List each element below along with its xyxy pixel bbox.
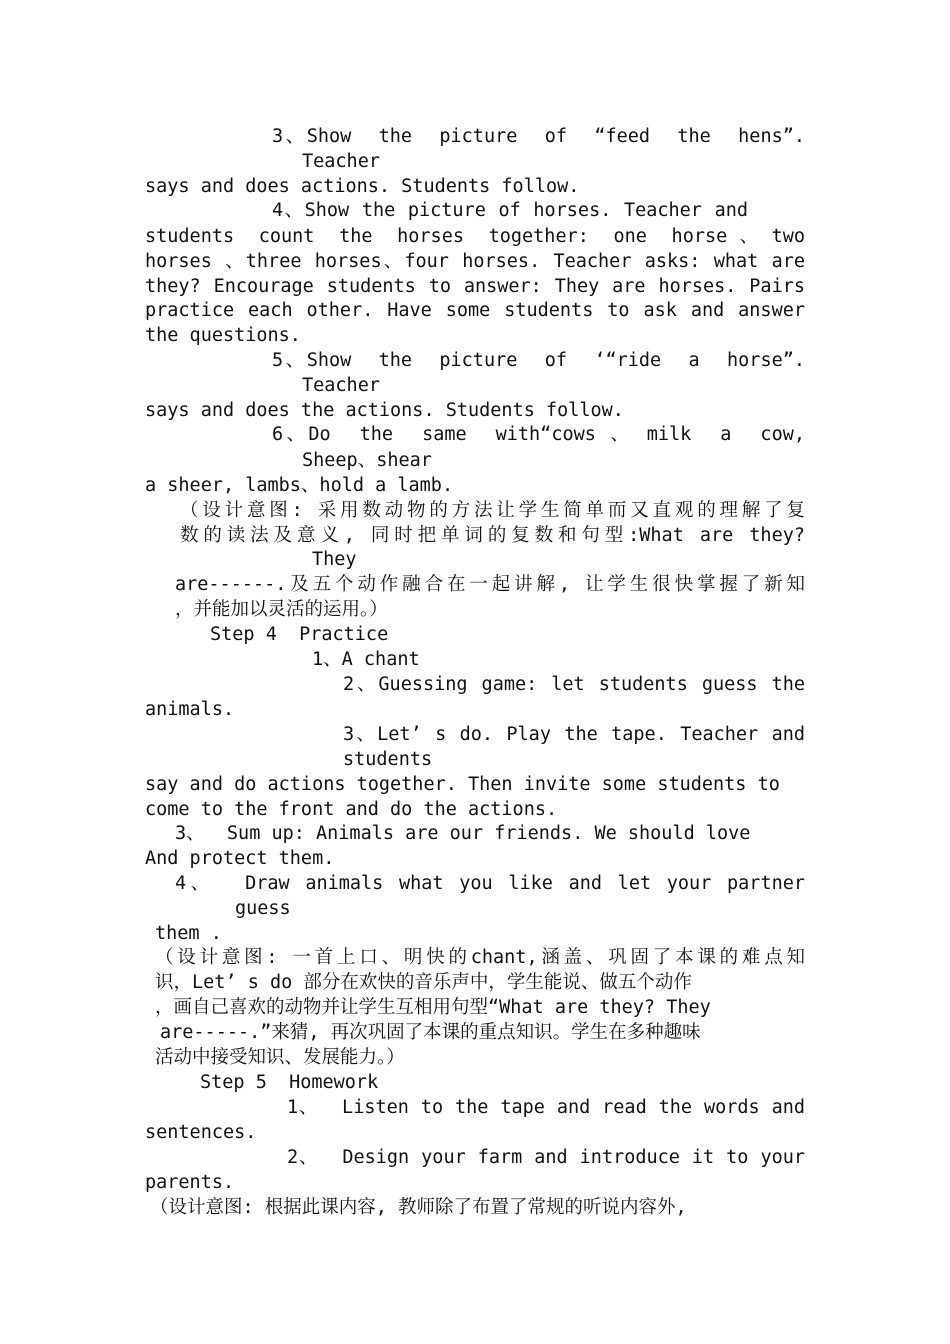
step4-line-5: practice each other. Have some students to ask and answer [145,300,805,321]
step6-line-2: Sheep、shear [302,450,432,471]
practice-item-3-line-3: say and do actions together. Then invite some students to [145,774,780,795]
step4-practice-heading: Step 4 Practice [210,624,389,645]
step6-line-1: 6、Do the same with“cows 、 milk a cow, [272,424,805,445]
design-note-1-line-5: ，并能加以灵活的运用。） [175,599,388,620]
practice-item-3-line-1: 3、Let’ s do. Play the tape. Teacher and [343,724,805,745]
design-note-1-line-4: are------.及五个动作融合在一起讲解, 让学生很快掌握了新知 [175,574,805,595]
draw-line-1: 4、 Draw animals what you like and let your partner [175,873,805,894]
sum-up-line-2: And protect them. [145,848,335,869]
practice-item-3-line-2: students [343,749,433,770]
step3-line-1: 3、Show the picture of “feed the hens”. [272,126,805,147]
practice-item-3-line-4: come to the front and do the actions. [145,799,558,820]
homework-item-2-line-1: 2、 Design your farm and introduce it to your [287,1147,805,1168]
homework-item-1-line-1: 1、 Listen to the tape and read the words and [287,1097,805,1118]
practice-item-1: 1、A chant [312,649,420,670]
design-note-2-line-4: are-----.”来猜, 再次巩固了本课的重点知识。学生在多种趣味 [160,1022,701,1043]
homework-item-1-line-2: sentences. [145,1122,257,1143]
step4-line-6: the questions. [145,325,301,346]
step6-line-3: a sheer, lambs、hold a lamb. [145,475,454,496]
design-note-1-line-2: 数的读法及意义, 同时把单词的复数和句型:What are they? [180,525,805,546]
design-note-1-line-3: They [312,549,357,570]
step5-line-2: Teacher [302,375,380,396]
step3-line-3: says and does actions. Students follow. [145,176,580,197]
design-note-2-line-2: 识，Let’ s do 部分在欢快的音乐声中，学生能说、做五个动作 [155,972,692,993]
step4-line-1: 4、Show the picture of horses. Teacher and [272,200,748,221]
step4-line-4: they? Encourage students to answer: They are horses. Pairs [145,276,805,297]
step4-line-3: horses 、three horses、four horses. Teacher asks: what are [145,251,805,272]
step5-line-1: 5、Show the picture of ‘“ride a horse”. [272,350,805,371]
draw-line-2: guess [235,898,291,919]
step5-homework-heading: Step 5 Homework [200,1072,379,1093]
draw-line-3: them . [155,923,222,944]
design-note-1-line-1: （设计意图: 采用数动物的方法让学生简单而又直观的理解了复 [180,500,805,521]
step3-line-2: Teacher [302,151,380,172]
design-note-2-line-5: 活动中接受知识、发展能力。） [155,1047,405,1068]
design-note-3-line-1: （设计意图: 根据此课内容, 教师除了布置了常规的听说内容外, [150,1197,687,1218]
design-note-2-line-3: ，画自己喜欢的动物并让学生互相用句型“What are they? They [155,997,711,1018]
step5-line-3: says and does the actions. Students follow. [145,400,624,421]
homework-item-2-line-2: parents. [145,1172,235,1193]
practice-item-2-line-2: animals. [145,699,235,720]
practice-item-2-line-1: 2、Guessing game: let students guess the [343,674,805,695]
design-note-2-line-1: （设计意图: 一首上口、明快的chant,涵盖、巩固了本课的难点知 [155,947,805,968]
sum-up-line-1: 3、 Sum up: Animals are our friends. We should love [175,823,751,844]
step4-line-2: students count the horses together: one horse 、 two [145,226,805,247]
